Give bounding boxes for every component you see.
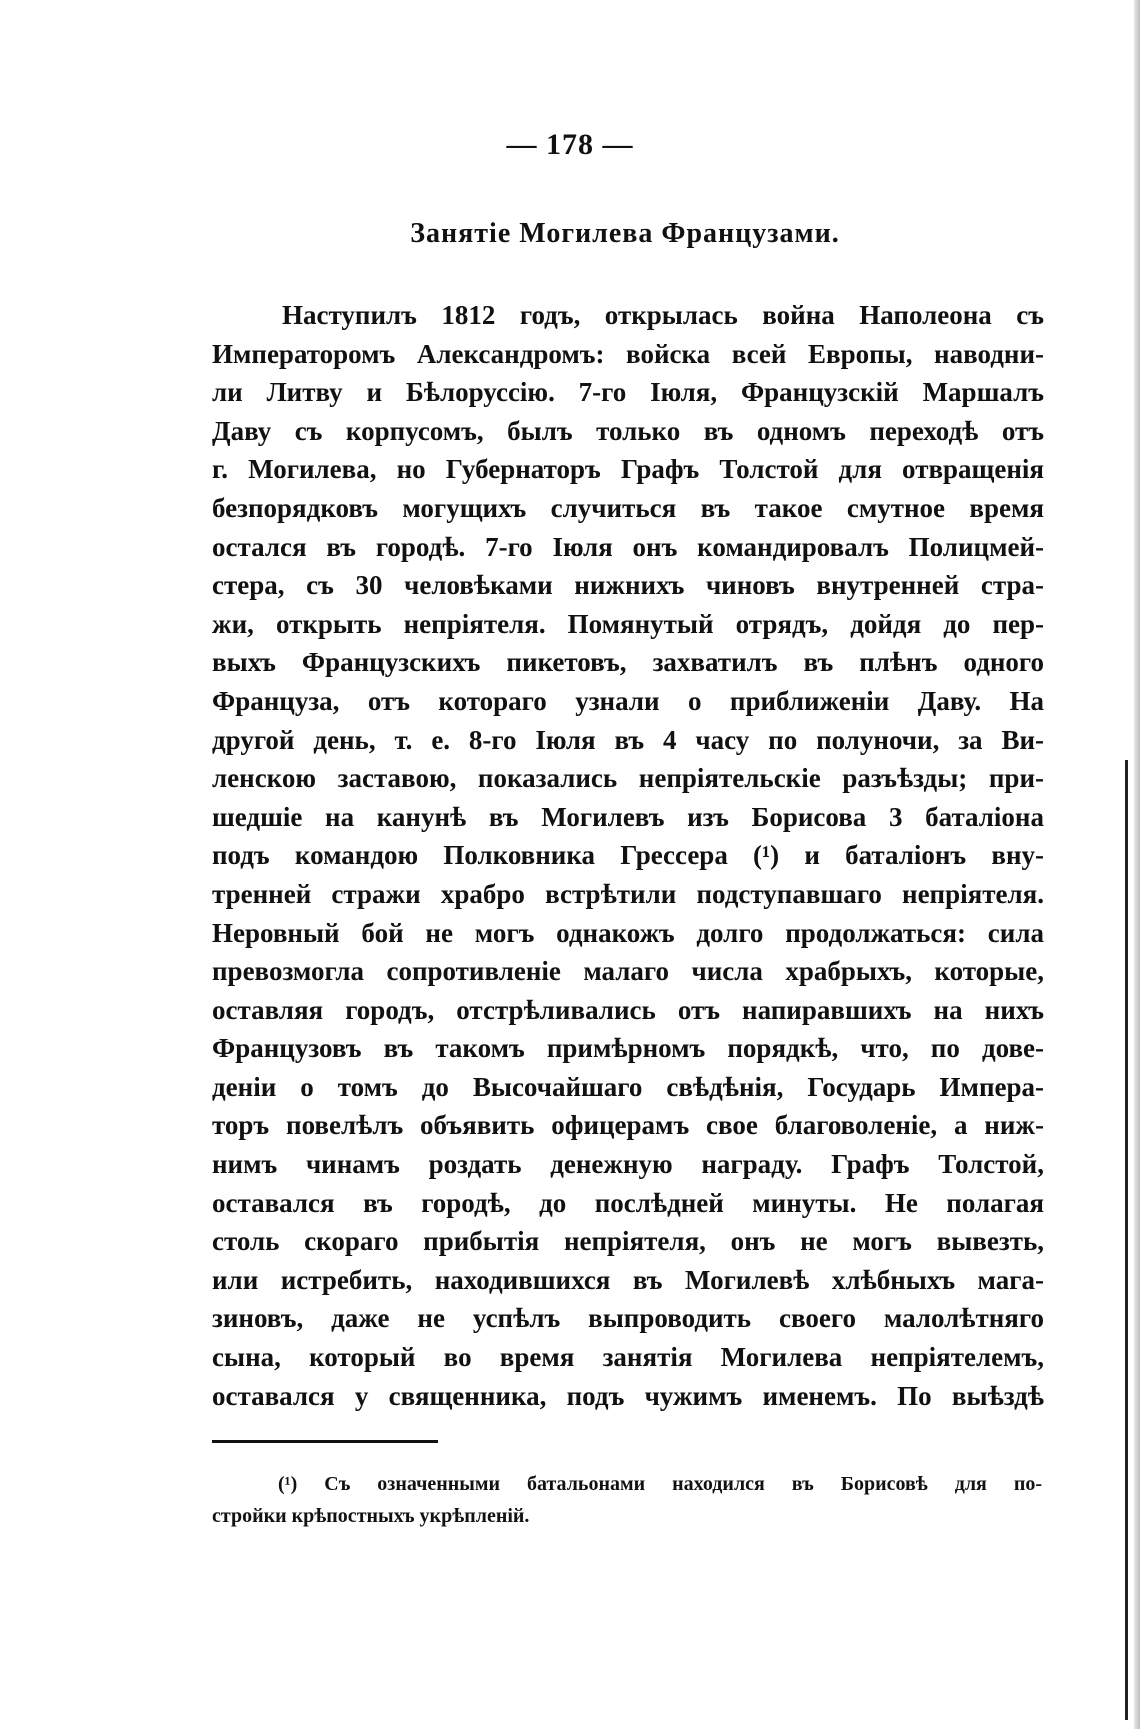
footnote-line: (¹) Съ означенными батальонами находился въ Борисовѣ для по- — [278, 1473, 1042, 1495]
body-line: другой день, т. е. 8-го Іюля въ 4 часу по полуночи, за Ви- — [212, 724, 1044, 755]
body-line: деніи о томъ до Высочайшаго свѣдѣнія, Государь Импера- — [212, 1071, 1044, 1102]
body-line: Даву съ корпусомъ, былъ только въ одномъ переходѣ отъ — [212, 415, 1044, 446]
scan-margin-rule — [1125, 760, 1128, 1720]
body-line: столь скораго прибытія непріятеля, онъ не могъ вывезть, — [212, 1226, 1044, 1257]
page-edge-shadow — [1134, 0, 1140, 1729]
body-line: Французовъ въ такомъ примѣрномъ порядкѣ, что, по дове- — [212, 1033, 1044, 1064]
body-line: нимъ чинамъ роздать денежную награду. Графъ Толстой, — [212, 1149, 1044, 1180]
body-text — [212, 296, 1044, 1415]
page-number: — 178 — — [506, 128, 634, 161]
body-line: зиновъ, даже не успѣлъ выпроводить своего малолѣтняго — [212, 1303, 1044, 1334]
body-line: Неровный бой не могъ однакожъ долго продолжаться: сила — [212, 917, 1044, 948]
body-line: или истребить, находившихся въ Могилевѣ хлѣбныхъ мага- — [212, 1264, 1044, 1295]
body-line: сына, который во время занятія Могилева непріятелемъ, — [212, 1342, 1044, 1373]
body-line: остался въ городѣ. 7-го Іюля онъ командировалъ Полицмей- — [212, 531, 1044, 562]
body-line: оставался въ городѣ, до послѣдней минуты. Не полагая — [212, 1187, 1044, 1218]
footnote-line: стройки крѣпостныхъ укрѣпленій. — [212, 1505, 530, 1527]
body-line: превозмогла сопротивленіе малаго числа храбрыхъ, которые, — [212, 956, 1044, 987]
body-line: ли Литву и Бѣлоруссію. 7-го Іюля, Французскій Маршалъ — [212, 377, 1044, 408]
body-line: оставляя городъ, отстрѣливались отъ напиравшихъ на нихъ — [212, 994, 1044, 1025]
body-line: шедшіе на канунѣ въ Могилевъ изъ Борисова 3 баталіона — [212, 801, 1044, 832]
body-line: жи, открыть непріятеля. Помянутый отрядъ, дойдя до пер- — [212, 608, 1044, 639]
body-line: торъ повелѣлъ объявить офицерамъ свое благоволеніе, а ниж- — [212, 1110, 1044, 1141]
body-line: Наступилъ 1812 годъ, открылась война Наполеона съ — [282, 300, 1044, 330]
footnote-divider — [212, 1440, 438, 1443]
body-line: оставался у священника, подъ чужимъ именемъ. По выѣздѣ — [212, 1380, 1044, 1411]
body-line: выхъ Французскихъ пикетовъ, захватилъ въ плѣнъ одного — [212, 647, 1044, 678]
body-line: г. Могилева, но Губернаторъ Графъ Толстой для отвращенія — [212, 454, 1044, 485]
body-line: стера, съ 30 человѣками нижнихъ чиновъ внутренней стра- — [212, 570, 1044, 601]
body-line: Француза, отъ котораго узнали о приближеніи Даву. На — [212, 685, 1044, 716]
body-line: подъ командою Полковника Грессера (¹) и баталіонъ вну- — [212, 840, 1044, 871]
body-line: безпорядковъ могущихъ случиться въ такое смутное время — [212, 492, 1044, 523]
body-line: Императоромъ Александромъ: войска всей Европы, наводни- — [212, 338, 1044, 369]
footnote — [212, 1468, 1042, 1532]
body-line: ленскою заставою, показались непріятельскіе разъѣзды; при- — [212, 763, 1044, 794]
body-line: тренней стражи храбро встрѣтили подступавшаго непріятеля. — [212, 878, 1044, 909]
chapter-title: Занятіе Могилева Французами. — [410, 218, 840, 249]
